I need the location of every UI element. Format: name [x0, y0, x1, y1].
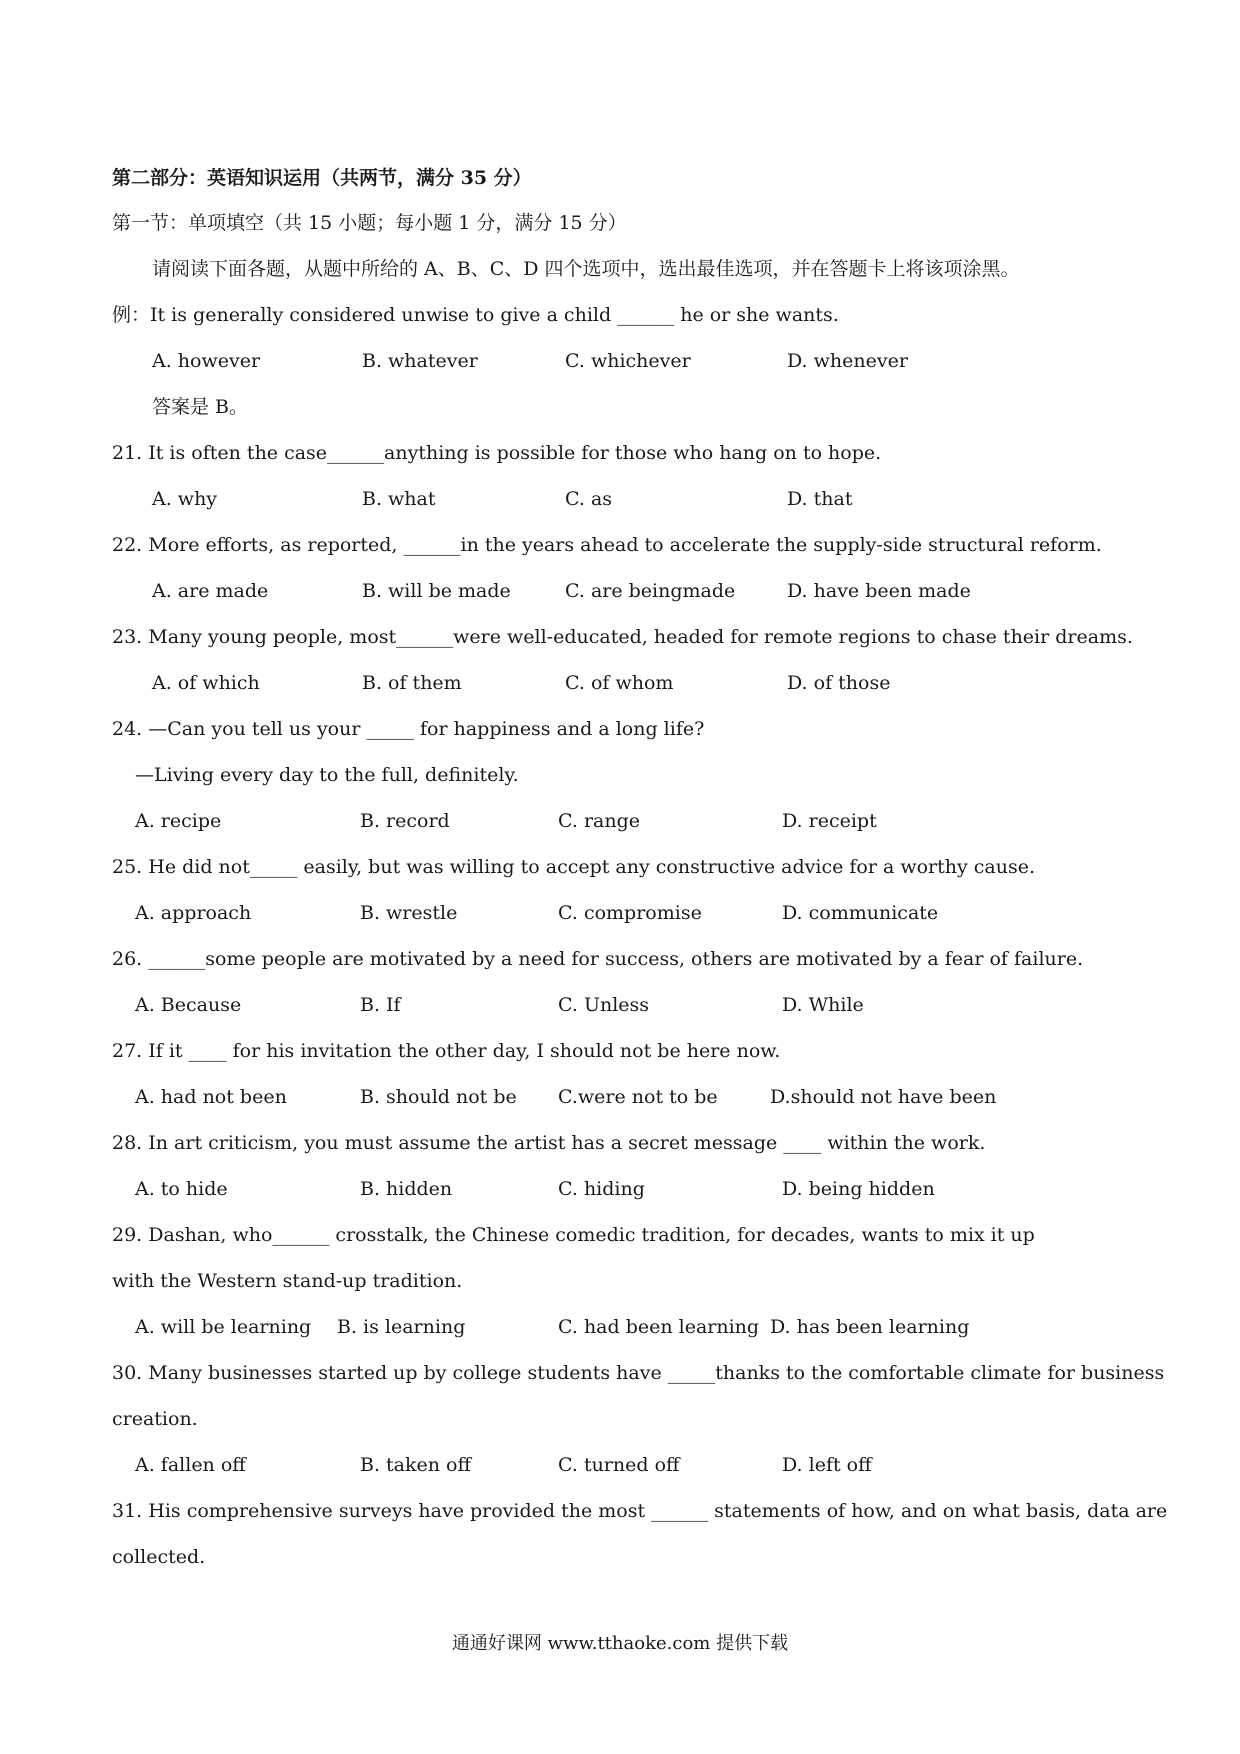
q22-option-b: B. will be made	[362, 580, 511, 602]
q28-option-d: D. being hidden	[782, 1178, 935, 1200]
q26-option-b: B. If	[360, 994, 401, 1016]
q30-option-d: D. left off	[782, 1454, 872, 1476]
question-21: 21. It is often the case______anything is possible for those who hang on to hope.	[112, 442, 882, 464]
question-27: 27. If it ____ for his invitation the other day, I should not be here now.	[112, 1040, 781, 1062]
example-option-c: C. whichever	[565, 350, 691, 372]
question-28: 28. In art criticism, you must assume the artist has a secret message ____ within the work.	[112, 1132, 986, 1154]
example-answer: 答案是 B。	[152, 396, 249, 418]
question-26: 26. ______some people are motivated by a need for success, others are motivated by a fear of failure.	[112, 948, 1084, 970]
question-24-reply: —Living every day to the full, definitely.	[135, 764, 519, 786]
q23-option-c: C. of whom	[565, 672, 674, 694]
q21-option-b: B. what	[362, 488, 436, 510]
q23-option-b: B. of them	[362, 672, 462, 694]
q27-option-d: D.should not have been	[770, 1086, 997, 1108]
example-option-d: D. whenever	[787, 350, 908, 372]
q29-option-b: B. is learning	[337, 1316, 466, 1338]
q28-option-a: A. to hide	[135, 1178, 228, 1200]
example-option-b: B. whatever	[362, 350, 478, 372]
question-31: 31. His comprehensive surveys have provided the most ______ statements of how, and on what basis, data are	[112, 1500, 1168, 1522]
part-title: 第二部分：英语知识运用（共两节，满分 35 分）	[112, 167, 532, 189]
question-30: 30. Many businesses started up by college students have _____thanks to the comfortable climate for business	[112, 1362, 1165, 1384]
q29-option-a: A. will be learning	[135, 1316, 312, 1338]
q24-option-b: B. record	[360, 810, 450, 832]
q23-option-d: D. of those	[787, 672, 891, 694]
question-29: 29. Dashan, who______ crosstalk, the Chinese comedic tradition, for decades, wants to mix it up	[112, 1224, 1035, 1246]
example-question: 例：It is generally considered unwise to give a child ______ he or she wants.	[112, 304, 839, 326]
instructions: 请阅读下面各题，从题中所给的 A、B、C、D 四个选项中，选出最佳选项，并在答题卡上将该项涂黑。	[152, 258, 1020, 280]
q30-option-a: A. fallen off	[135, 1454, 246, 1476]
q25-option-b: B. wrestle	[360, 902, 458, 924]
q21-option-a: A. why	[152, 488, 218, 510]
q28-option-b: B. hidden	[360, 1178, 453, 1200]
q24-option-c: C. range	[558, 810, 640, 832]
q25-option-c: C. compromise	[558, 902, 702, 924]
q24-option-a: A. recipe	[135, 810, 222, 832]
q22-option-a: A. are made	[152, 580, 269, 602]
question-31-continued: collected.	[112, 1546, 206, 1568]
q26-option-c: C. Unless	[558, 994, 650, 1016]
q29-option-c: C. had been learning	[558, 1316, 760, 1338]
page-footer: 通通好课网 www.tthaoke.com 提供下载	[451, 1633, 789, 1654]
example-option-a: A. however	[152, 350, 261, 372]
question-23: 23. Many young people, most______were well-educated, headed for remote regions to chase their dreams.	[112, 626, 1133, 648]
q27-option-b: B. should not be	[360, 1086, 517, 1108]
q30-option-b: B. taken off	[360, 1454, 471, 1476]
q29-option-d: D. has been learning	[770, 1316, 970, 1338]
q27-option-c: C.were not to be	[558, 1086, 718, 1108]
q25-option-d: D. communicate	[782, 902, 939, 924]
question-29-continued: with the Western stand-up tradition.	[112, 1270, 463, 1292]
q27-option-a: A. had not been	[135, 1086, 287, 1108]
q28-option-c: C. hiding	[558, 1178, 645, 1200]
q26-option-d: D. While	[782, 994, 864, 1016]
q22-option-c: C. are beingmade	[565, 580, 736, 602]
q24-option-d: D. receipt	[782, 810, 877, 832]
q21-option-c: C. as	[565, 488, 613, 510]
q23-option-a: A. of which	[152, 672, 260, 694]
q21-option-d: D. that	[787, 488, 853, 510]
q25-option-a: A. approach	[135, 902, 252, 924]
question-24: 24. —Can you tell us your _____ for happiness and a long life?	[112, 718, 705, 740]
question-25: 25. He did not_____ easily, but was willing to accept any constructive advice for a worthy cause.	[112, 856, 1036, 878]
question-22: 22. More efforts, as reported, ______in the years ahead to accelerate the supply-side structural reform.	[112, 534, 1102, 556]
section-title: 第一节：单项填空（共 15 小题；每小题 1 分，满分 15 分）	[112, 212, 627, 234]
q22-option-d: D. have been made	[787, 580, 971, 602]
q30-option-c: C. turned off	[558, 1454, 680, 1476]
q26-option-a: A. Because	[135, 994, 242, 1016]
question-30-continued: creation.	[112, 1408, 198, 1430]
